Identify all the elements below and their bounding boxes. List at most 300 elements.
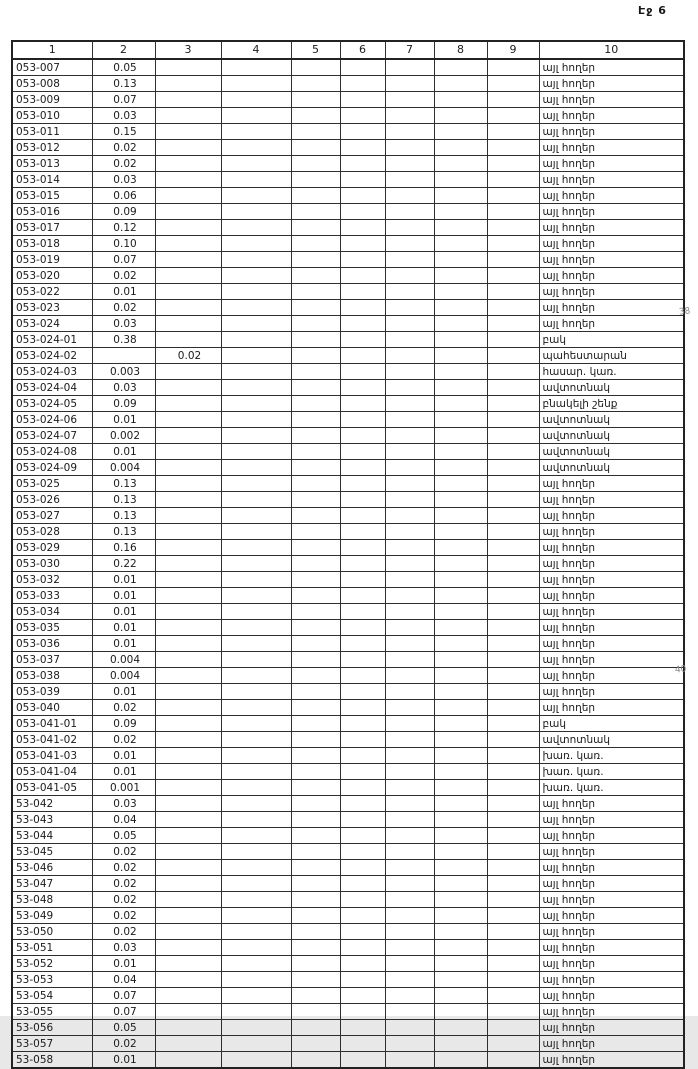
- cell-land-type: այլ հողեր: [539, 300, 684, 316]
- cell-empty: [385, 652, 434, 668]
- cell-empty: [221, 252, 291, 268]
- cell-empty: [340, 124, 385, 140]
- cell-empty: [487, 59, 539, 76]
- cell-parcel-code: 53-050: [12, 924, 92, 940]
- cell-empty: [340, 252, 385, 268]
- cell-empty: [221, 444, 291, 460]
- cell-area-col2: 0.03: [92, 172, 155, 188]
- cell-area-col2: 0.38: [92, 332, 155, 348]
- cell-empty: [434, 876, 487, 892]
- table-row: [12, 300, 684, 316]
- cell-empty: [221, 364, 291, 380]
- cell-area-col2: 0.09: [92, 716, 155, 732]
- cell-land-type: այլ հողեր: [539, 988, 684, 1004]
- table-row: [12, 924, 684, 940]
- cell-parcel-code: 053-012: [12, 140, 92, 156]
- cell-empty: [385, 172, 434, 188]
- cell-empty: [221, 716, 291, 732]
- cell-empty: [291, 972, 340, 988]
- cell-land-type: այլ հողեր: [539, 204, 684, 220]
- cell-parcel-code: 053-036: [12, 636, 92, 652]
- cell-parcel-code: 053-025: [12, 476, 92, 492]
- cell-empty: [221, 604, 291, 620]
- cell-empty: [487, 108, 539, 124]
- cell-area-col2: 0.01: [92, 748, 155, 764]
- cell-empty: [221, 348, 291, 364]
- cell-empty: [487, 364, 539, 380]
- cell-parcel-code: 053-016: [12, 204, 92, 220]
- cell-parcel-code: 53-047: [12, 876, 92, 892]
- cell-area-col3: [155, 1020, 221, 1036]
- cell-empty: [340, 716, 385, 732]
- cell-area-col2: 0.004: [92, 460, 155, 476]
- cell-area-col2: 0.02: [92, 1036, 155, 1052]
- cell-empty: [291, 652, 340, 668]
- cell-land-type: հասար. կառ.: [539, 364, 684, 380]
- cell-empty: [434, 796, 487, 812]
- cell-area-col3: [155, 732, 221, 748]
- cell-empty: [221, 396, 291, 412]
- cell-land-type: այլ հողեր: [539, 236, 684, 252]
- cell-empty: [385, 556, 434, 572]
- cell-empty: [221, 284, 291, 300]
- cell-area-col2: 0.02: [92, 908, 155, 924]
- cell-empty: [221, 828, 291, 844]
- cell-empty: [221, 844, 291, 860]
- cell-area-col2: 0.01: [92, 684, 155, 700]
- cell-empty: [340, 1036, 385, 1052]
- cell-empty: [340, 892, 385, 908]
- cell-empty: [434, 748, 487, 764]
- cell-empty: [487, 716, 539, 732]
- cell-land-type: այլ հողեր: [539, 540, 684, 556]
- cell-area-col3: [155, 59, 221, 76]
- cell-empty: [487, 76, 539, 92]
- cell-empty: [434, 380, 487, 396]
- cell-area-col2: 0.01: [92, 956, 155, 972]
- cell-empty: [291, 204, 340, 220]
- cell-land-type: այլ հողեր: [539, 796, 684, 812]
- cell-land-type: այլ հողեր: [539, 828, 684, 844]
- cell-land-type: խառ. կառ.: [539, 780, 684, 796]
- cell-empty: [291, 812, 340, 828]
- cell-empty: [340, 92, 385, 108]
- cell-empty: [434, 476, 487, 492]
- cell-empty: [385, 940, 434, 956]
- table-row: [12, 1036, 684, 1052]
- table-row: [12, 172, 684, 188]
- cell-empty: [340, 972, 385, 988]
- cell-empty: [291, 108, 340, 124]
- cell-empty: [487, 492, 539, 508]
- cell-empty: [385, 668, 434, 684]
- table-row: [12, 1020, 684, 1036]
- cell-empty: [340, 204, 385, 220]
- cell-land-type: այլ հողեր: [539, 252, 684, 268]
- cell-empty: [291, 684, 340, 700]
- page-number-label: Էջ 6: [638, 4, 667, 17]
- cell-land-type: այլ հողեր: [539, 924, 684, 940]
- cell-empty: [291, 988, 340, 1004]
- cell-empty: [291, 524, 340, 540]
- cell-empty: [291, 636, 340, 652]
- cell-empty: [291, 364, 340, 380]
- cell-empty: [291, 92, 340, 108]
- cell-land-type: բակ: [539, 332, 684, 348]
- cell-area-col2: 0.04: [92, 812, 155, 828]
- cell-parcel-code: 053-014: [12, 172, 92, 188]
- cell-area-col3: [155, 1036, 221, 1052]
- cell-empty: [434, 92, 487, 108]
- cell-empty: [221, 732, 291, 748]
- cell-empty: [434, 844, 487, 860]
- cell-empty: [487, 124, 539, 140]
- cell-empty: [221, 620, 291, 636]
- cell-empty: [385, 380, 434, 396]
- cell-land-type: ավտոտնակ: [539, 460, 684, 476]
- table-row: [12, 380, 684, 396]
- cell-empty: [434, 732, 487, 748]
- cell-empty: [487, 812, 539, 828]
- cell-empty: [221, 812, 291, 828]
- table-row: [12, 252, 684, 268]
- cell-area-col3: [155, 108, 221, 124]
- table-row: [12, 572, 684, 588]
- cell-area-col2: 0.13: [92, 524, 155, 540]
- cell-empty: [385, 892, 434, 908]
- cell-empty: [221, 1020, 291, 1036]
- cell-land-type: բակ: [539, 716, 684, 732]
- cell-empty: [434, 460, 487, 476]
- cell-land-type: այլ հողեր: [539, 620, 684, 636]
- cell-area-col2: 0.01: [92, 444, 155, 460]
- cell-empty: [385, 588, 434, 604]
- cell-area-col2: 0.02: [92, 876, 155, 892]
- cell-empty: [434, 940, 487, 956]
- cell-empty: [434, 668, 487, 684]
- cell-empty: [291, 300, 340, 316]
- column-header: 7: [385, 41, 434, 59]
- cell-empty: [434, 444, 487, 460]
- cell-empty: [487, 396, 539, 412]
- cell-land-type: այլ հողեր: [539, 284, 684, 300]
- cell-empty: [385, 956, 434, 972]
- cell-empty: [434, 988, 487, 1004]
- cell-empty: [487, 796, 539, 812]
- cell-empty: [340, 988, 385, 1004]
- cell-empty: [487, 908, 539, 924]
- cell-empty: [221, 140, 291, 156]
- cell-empty: [434, 220, 487, 236]
- table-row: [12, 348, 684, 364]
- cell-area-col2: 0.03: [92, 316, 155, 332]
- cell-parcel-code: 053-024-01: [12, 332, 92, 348]
- cell-empty: [291, 572, 340, 588]
- column-header: 3: [155, 41, 221, 59]
- cell-empty: [221, 972, 291, 988]
- cell-empty: [340, 220, 385, 236]
- cell-empty: [340, 332, 385, 348]
- cell-empty: [340, 476, 385, 492]
- cell-empty: [291, 268, 340, 284]
- table-row: [12, 140, 684, 156]
- cell-parcel-code: 53-043: [12, 812, 92, 828]
- cell-area-col2: 0.09: [92, 396, 155, 412]
- cell-empty: [291, 188, 340, 204]
- table-row: [12, 1004, 684, 1020]
- table-row: [12, 892, 684, 908]
- cell-parcel-code: 053-024-05: [12, 396, 92, 412]
- cell-empty: [385, 876, 434, 892]
- table-row: [12, 764, 684, 780]
- cell-parcel-code: 053-011: [12, 124, 92, 140]
- cell-area-col2: 0.02: [92, 892, 155, 908]
- cell-parcel-code: 053-009: [12, 92, 92, 108]
- cell-empty: [385, 924, 434, 940]
- table-row: [12, 684, 684, 700]
- cell-area-col2: 0.13: [92, 76, 155, 92]
- cell-land-type: այլ հողեր: [539, 636, 684, 652]
- table-row: [12, 316, 684, 332]
- cell-area-col2: 0.02: [92, 732, 155, 748]
- cell-empty: [385, 748, 434, 764]
- cell-area-col3: [155, 956, 221, 972]
- cell-empty: [221, 476, 291, 492]
- cell-land-type: այլ հողեր: [539, 556, 684, 572]
- cell-empty: [291, 876, 340, 892]
- cell-empty: [291, 1020, 340, 1036]
- cell-empty: [434, 348, 487, 364]
- cell-land-type: այլ հողեր: [539, 876, 684, 892]
- cell-empty: [221, 748, 291, 764]
- cell-empty: [487, 588, 539, 604]
- cell-empty: [221, 204, 291, 220]
- column-header: 1: [12, 41, 92, 59]
- cell-empty: [487, 892, 539, 908]
- handwritten-margin-note: 40: [674, 664, 687, 676]
- cell-empty: [487, 412, 539, 428]
- cell-land-type: այլ հողեր: [539, 652, 684, 668]
- table-row: [12, 428, 684, 444]
- cell-empty: [221, 76, 291, 92]
- cell-empty: [291, 668, 340, 684]
- cell-empty: [291, 956, 340, 972]
- cell-empty: [340, 764, 385, 780]
- cell-empty: [221, 524, 291, 540]
- cell-empty: [487, 780, 539, 796]
- cell-empty: [340, 284, 385, 300]
- cell-area-col3: [155, 92, 221, 108]
- table-row: [12, 748, 684, 764]
- cell-empty: [340, 1004, 385, 1020]
- cell-empty: [487, 92, 539, 108]
- cell-empty: [221, 780, 291, 796]
- cell-parcel-code: 053-028: [12, 524, 92, 540]
- cell-area-col2: 0.05: [92, 1020, 155, 1036]
- cell-empty: [487, 940, 539, 956]
- cell-area-col3: [155, 236, 221, 252]
- cell-empty: [487, 476, 539, 492]
- cell-empty: [487, 860, 539, 876]
- cell-empty: [385, 636, 434, 652]
- cell-empty: [385, 428, 434, 444]
- cell-empty: [340, 156, 385, 172]
- cell-parcel-code: 053-034: [12, 604, 92, 620]
- cell-area-col2: 0.07: [92, 988, 155, 1004]
- cell-land-type: այլ հողեր: [539, 492, 684, 508]
- cell-area-col3: [155, 540, 221, 556]
- cell-area-col3: [155, 220, 221, 236]
- cell-empty: [487, 652, 539, 668]
- cell-empty: [385, 140, 434, 156]
- cell-area-col3: [155, 476, 221, 492]
- cell-empty: [434, 716, 487, 732]
- cell-empty: [291, 140, 340, 156]
- cell-empty: [221, 412, 291, 428]
- cell-area-col3: [155, 940, 221, 956]
- cell-empty: [340, 700, 385, 716]
- cell-empty: [340, 268, 385, 284]
- cell-empty: [340, 844, 385, 860]
- cell-empty: [487, 748, 539, 764]
- cell-land-type: բնակելի շենք: [539, 396, 684, 412]
- cell-empty: [221, 956, 291, 972]
- cell-land-type: ավտոտնակ: [539, 732, 684, 748]
- cell-empty: [221, 460, 291, 476]
- cell-empty: [385, 476, 434, 492]
- table-row: [12, 540, 684, 556]
- cell-empty: [340, 364, 385, 380]
- cell-empty: [221, 59, 291, 76]
- cell-area-col3: [155, 572, 221, 588]
- table-row: [12, 908, 684, 924]
- cell-empty: [340, 604, 385, 620]
- cell-area-col3: [155, 412, 221, 428]
- cell-empty: [487, 1020, 539, 1036]
- cell-area-col3: [155, 364, 221, 380]
- cell-empty: [434, 1004, 487, 1020]
- cell-area-col2: 0.002: [92, 428, 155, 444]
- cell-empty: [487, 556, 539, 572]
- cell-empty: [291, 748, 340, 764]
- cell-empty: [291, 828, 340, 844]
- cell-empty: [221, 860, 291, 876]
- cell-land-type: այլ հողեր: [539, 76, 684, 92]
- cell-land-type: խառ. կառ.: [539, 748, 684, 764]
- cell-area-col2: 0.22: [92, 556, 155, 572]
- cell-parcel-code: 053-038: [12, 668, 92, 684]
- cell-parcel-code: 053-039: [12, 684, 92, 700]
- cell-empty: [385, 348, 434, 364]
- cell-empty: [221, 332, 291, 348]
- cell-area-col2: 0.02: [92, 924, 155, 940]
- cell-area-col2: 0.01: [92, 412, 155, 428]
- cell-parcel-code: 053-040: [12, 700, 92, 716]
- cell-empty: [221, 316, 291, 332]
- cell-parcel-code: 53-054: [12, 988, 92, 1004]
- cell-land-type: այլ հողեր: [539, 59, 684, 76]
- cell-empty: [340, 908, 385, 924]
- cell-empty: [385, 156, 434, 172]
- cell-parcel-code: 053-032: [12, 572, 92, 588]
- cell-empty: [385, 572, 434, 588]
- cell-empty: [291, 508, 340, 524]
- cell-empty: [291, 540, 340, 556]
- cell-area-col3: [155, 284, 221, 300]
- cell-area-col3: [155, 972, 221, 988]
- cell-empty: [221, 668, 291, 684]
- cell-parcel-code: 53-042: [12, 796, 92, 812]
- cell-land-type: այլ հողեր: [539, 1004, 684, 1020]
- cell-area-col2: 0.16: [92, 540, 155, 556]
- cell-land-type: այլ հողեր: [539, 860, 684, 876]
- cell-parcel-code: 53-049: [12, 908, 92, 924]
- cell-empty: [291, 156, 340, 172]
- cell-empty: [385, 732, 434, 748]
- table-row: [12, 940, 684, 956]
- cell-empty: [385, 684, 434, 700]
- cell-empty: [340, 732, 385, 748]
- cell-area-col3: [155, 1052, 221, 1069]
- cell-area-col3: [155, 124, 221, 140]
- cell-area-col2: 0.10: [92, 236, 155, 252]
- cell-empty: [385, 1052, 434, 1069]
- cell-parcel-code: 53-048: [12, 892, 92, 908]
- cell-empty: [434, 188, 487, 204]
- cell-empty: [340, 780, 385, 796]
- cell-empty: [434, 972, 487, 988]
- cell-empty: [291, 892, 340, 908]
- cell-land-type: այլ հողեր: [539, 892, 684, 908]
- cell-empty: [340, 300, 385, 316]
- cell-empty: [340, 540, 385, 556]
- cell-empty: [291, 380, 340, 396]
- cell-empty: [221, 540, 291, 556]
- cell-empty: [434, 76, 487, 92]
- cell-parcel-code: 053-024-06: [12, 412, 92, 428]
- cell-empty: [291, 700, 340, 716]
- table-row: [12, 412, 684, 428]
- cell-area-col2: 0.09: [92, 204, 155, 220]
- table-row: [12, 812, 684, 828]
- table-row: [12, 220, 684, 236]
- cell-area-col2: 0.03: [92, 108, 155, 124]
- cell-empty: [340, 924, 385, 940]
- cell-land-type: այլ հողեր: [539, 92, 684, 108]
- cell-land-type: այլ հողեր: [539, 140, 684, 156]
- cell-empty: [340, 380, 385, 396]
- cell-empty: [340, 108, 385, 124]
- cell-area-col2: 0.13: [92, 492, 155, 508]
- cell-empty: [385, 252, 434, 268]
- cell-empty: [487, 380, 539, 396]
- cell-area-col3: [155, 460, 221, 476]
- cell-empty: [221, 940, 291, 956]
- table-row: [12, 396, 684, 412]
- cell-parcel-code: 053-024-09: [12, 460, 92, 476]
- cell-empty: [385, 284, 434, 300]
- cell-area-col2: [92, 348, 155, 364]
- cell-area-col3: [155, 652, 221, 668]
- table-row: [12, 604, 684, 620]
- cell-empty: [434, 508, 487, 524]
- cell-area-col2: 0.02: [92, 860, 155, 876]
- cell-empty: [385, 108, 434, 124]
- cell-empty: [291, 716, 340, 732]
- cell-empty: [487, 220, 539, 236]
- cell-empty: [291, 940, 340, 956]
- cell-empty: [385, 460, 434, 476]
